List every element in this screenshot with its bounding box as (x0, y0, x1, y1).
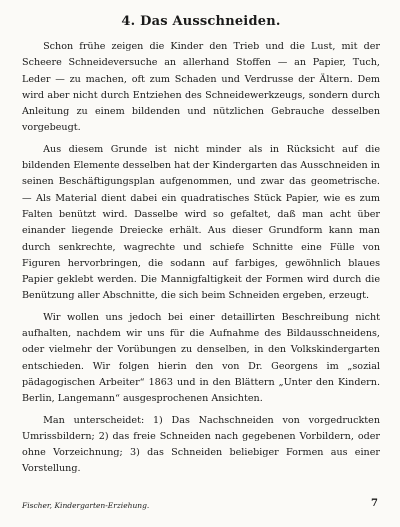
paragraph-1: Schon frühe zeigen die Kinder den Trieb und die Lust, mit der Scheere Schneideversuche an allerhand Stoffen — an Papier, Tuch, Leder — zu machen, oft zum Schaden und Verdrusse der Ältern. Dem wird aber nicht durch Entziehen des Schneidewerkzeugs, sondern durch Anleitung zu einem bildenden und nützlichen Gebrauche desselben vorgebeugt. (22, 41, 380, 134)
footer-signature: Fischer, Kindergarten-Erziehung. (22, 501, 150, 510)
paragraph-3: Wir wollen uns jedoch bei einer detaillirten Beschreibung nicht aufhalten, nachdem wir uns für die Aufnahme des Bildausschneidens, oder vielmehr der Vorübungen zu denselben, in den Volkskindergarten entschieden. Wir folgen hierin den von Dr. Georgens im „sozial pädagogischen Arbeiter“ 1863 und in den Blättern „Unter den Kindern. Berlin, Langemann“ ausgesprochenen Ansichten. (22, 311, 380, 405)
page-number: 7 (371, 498, 378, 509)
page-footer (22, 498, 378, 510)
section-heading: 4. Das Ausschneiden. (121, 14, 281, 29)
paragraph-2: Aus diesem Grunde ist nicht minder als in Rücksicht auf die bildenden Elemente desselben hat der Kindergarten das Ausschneiden in seinen Beschäftigungsplan aufgenommen, und zwar das geometrische. — Als Material dient dabei ein quadratisches Stück Papier, wie es zum Falten benützt wird. Dasselbe wird so gefaltet, daß man acht über einander liegende Dreiecke erhält. Aus dieser Grundform kann man durch senkrechte, wagrechte und schiefe Schnitte eine Fülle von Figuren hervorbringen, die sodann auf farbiges, gewöhnlich blaues Papier geklebt werden. Die Mannigfaltigkeit der Formen wird durch die Benützung aller Abschnitte, die sich beim Schneiden ergeben, erzeugt. (22, 143, 380, 302)
paragraph-4: Man unterscheidet: 1) Das Nachschneiden von vorgedruckten Umrissbildern; 2) das freie Schneiden nach gegebenen Vorbildern, oder ohne Vorzeichnung; 3) das Schneiden beliebiger Formen aus einer Vorstellung. (22, 414, 380, 475)
